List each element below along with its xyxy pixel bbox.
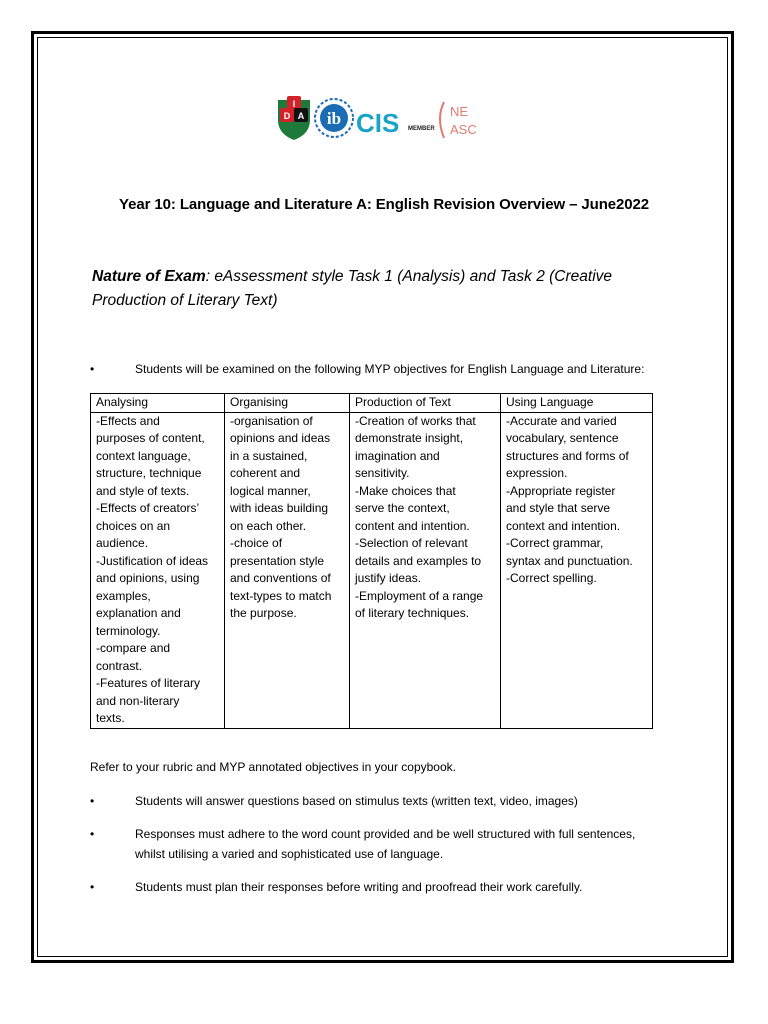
cell-line: expression. xyxy=(506,466,568,480)
cell-line: purposes of content, xyxy=(96,431,205,445)
nature-label: Nature of Exam xyxy=(92,268,206,285)
cell-line: syntax and punctuation. xyxy=(506,553,633,568)
cell-line: -Effects and xyxy=(96,413,160,428)
cell-analysing xyxy=(91,412,225,728)
cell-line: context language, xyxy=(96,448,191,463)
bullet-glyph: • xyxy=(90,362,95,376)
cell-line: -choice of xyxy=(230,536,283,550)
cell-line: text-types to match xyxy=(230,588,332,603)
cell-line: -Justification of ideas xyxy=(96,553,209,568)
nature-of-exam xyxy=(92,265,692,313)
neasc-logo xyxy=(440,102,477,138)
nature-text-line1: : eAssessment style Task 1 (Analysis) and Task 2 (Creative xyxy=(205,268,613,285)
cell-line: and style of texts. xyxy=(96,483,190,498)
cell-line: -Correct spelling. xyxy=(506,571,597,585)
header-production-of-text: Production of Text xyxy=(350,394,501,413)
cell-line: explanation and xyxy=(96,606,181,620)
cell-line: -Effects of creators’ xyxy=(96,501,200,515)
cell-line: -Features of literary xyxy=(96,676,201,690)
cell-line: -Employment of a range xyxy=(355,588,484,603)
bullet-text-continued: whilst utilising a varied and sophisticated use of language. xyxy=(135,847,444,861)
bullet-text: Students will answer questions based on stimulus texts (written text, video, images) xyxy=(135,794,578,808)
cell-line: justify ideas. xyxy=(355,571,422,585)
cell-line: opinions and ideas xyxy=(230,431,331,445)
header-analysing: Analysing xyxy=(91,394,225,413)
cell-line: structures and forms of xyxy=(506,448,629,463)
bullet-glyph: • xyxy=(90,880,95,894)
bullet-text: Students must plan their responses before writing and proofread their work carefully. xyxy=(135,880,583,894)
bullet-text: Responses must adhere to the word count provided and be well structured with full sentences, xyxy=(135,827,636,841)
refer-text: Refer to your rubric and MYP annotated objectives in your copybook. xyxy=(90,760,456,774)
cell-line: context and intention. xyxy=(506,518,621,533)
cell-line: and style that serve xyxy=(506,501,611,515)
ida-letter-i: I xyxy=(292,99,296,109)
cell-line: examples, xyxy=(96,588,151,603)
cell-line: -Correct grammar, xyxy=(506,536,604,550)
intro-bullet-text: Students will be examined on the following MYP objectives for English Language and Literature: xyxy=(135,362,645,376)
objectives-table xyxy=(90,393,653,729)
cell-line: -organisation of xyxy=(230,413,313,428)
cell-line: logical manner, xyxy=(230,483,311,498)
bullet-glyph: • xyxy=(90,827,95,841)
cell-line: -Accurate and varied xyxy=(506,413,617,428)
header-using-language: Using Language xyxy=(501,394,653,413)
cell-line: -Appropriate register xyxy=(506,483,616,498)
cell-line: imagination and xyxy=(355,448,440,463)
cell-line: terminology. xyxy=(96,623,161,638)
cell-line: details and examples to xyxy=(355,553,482,568)
cis-logo-text: CIS xyxy=(356,108,400,138)
cell-line: -Selection of relevant xyxy=(355,536,468,550)
cell-line: -Creation of works that xyxy=(355,413,476,428)
ida-letter-a: A xyxy=(297,111,305,121)
cell-line: in a sustained, xyxy=(230,448,308,463)
ida-letter-d: D xyxy=(283,111,291,121)
cell-line: on each other. xyxy=(230,518,307,533)
cell-line: of literary techniques. xyxy=(355,606,470,620)
nature-text-line2: Production of Literary Text) xyxy=(92,292,278,309)
cis-member-text: MEMBER xyxy=(408,126,435,132)
ib-logo-text: ib xyxy=(326,109,342,128)
document-title: Year 10: Language and Literature A: English Revision Overview – June2022 xyxy=(119,196,649,213)
neasc-logo-text-top: NE xyxy=(450,104,469,119)
cell-using-language xyxy=(501,412,653,728)
cell-line: presentation style xyxy=(230,553,325,568)
cell-line: the purpose. xyxy=(230,606,297,620)
cell-line: demonstrate insight, xyxy=(355,431,464,445)
cell-line: vocabulary, sentence xyxy=(506,431,619,445)
cell-line: choices on an xyxy=(96,518,171,533)
ida-shield-logo xyxy=(278,96,310,140)
cell-line: audience. xyxy=(96,536,149,550)
cell-line: with ideas building xyxy=(230,501,329,515)
header-organising: Organising xyxy=(225,394,350,413)
cell-line: serve the context, xyxy=(355,501,450,515)
ib-logo xyxy=(315,99,353,137)
cell-line: content and intention. xyxy=(355,518,470,533)
bullet-glyph: • xyxy=(90,794,95,808)
cell-organising xyxy=(225,412,350,728)
cell-line: and opinions, using xyxy=(96,571,200,585)
table-header-row xyxy=(91,394,653,413)
neasc-logo-text-bottom: ASC xyxy=(450,122,477,137)
cell-line: sensitivity. xyxy=(355,466,410,480)
cell-line: and conventions of xyxy=(230,571,331,585)
header-logos xyxy=(276,94,496,142)
cell-line: -Make choices that xyxy=(355,483,456,498)
cell-line: coherent and xyxy=(230,466,301,480)
cell-line: -compare and xyxy=(96,641,171,655)
table-row xyxy=(91,412,653,728)
cell-line: and non-literary xyxy=(96,693,180,708)
cell-line: texts. xyxy=(96,711,125,725)
cell-line: contrast. xyxy=(96,658,143,673)
cell-line: structure, technique xyxy=(96,466,202,480)
cell-production-of-text xyxy=(350,412,501,728)
school-logos xyxy=(276,94,496,142)
